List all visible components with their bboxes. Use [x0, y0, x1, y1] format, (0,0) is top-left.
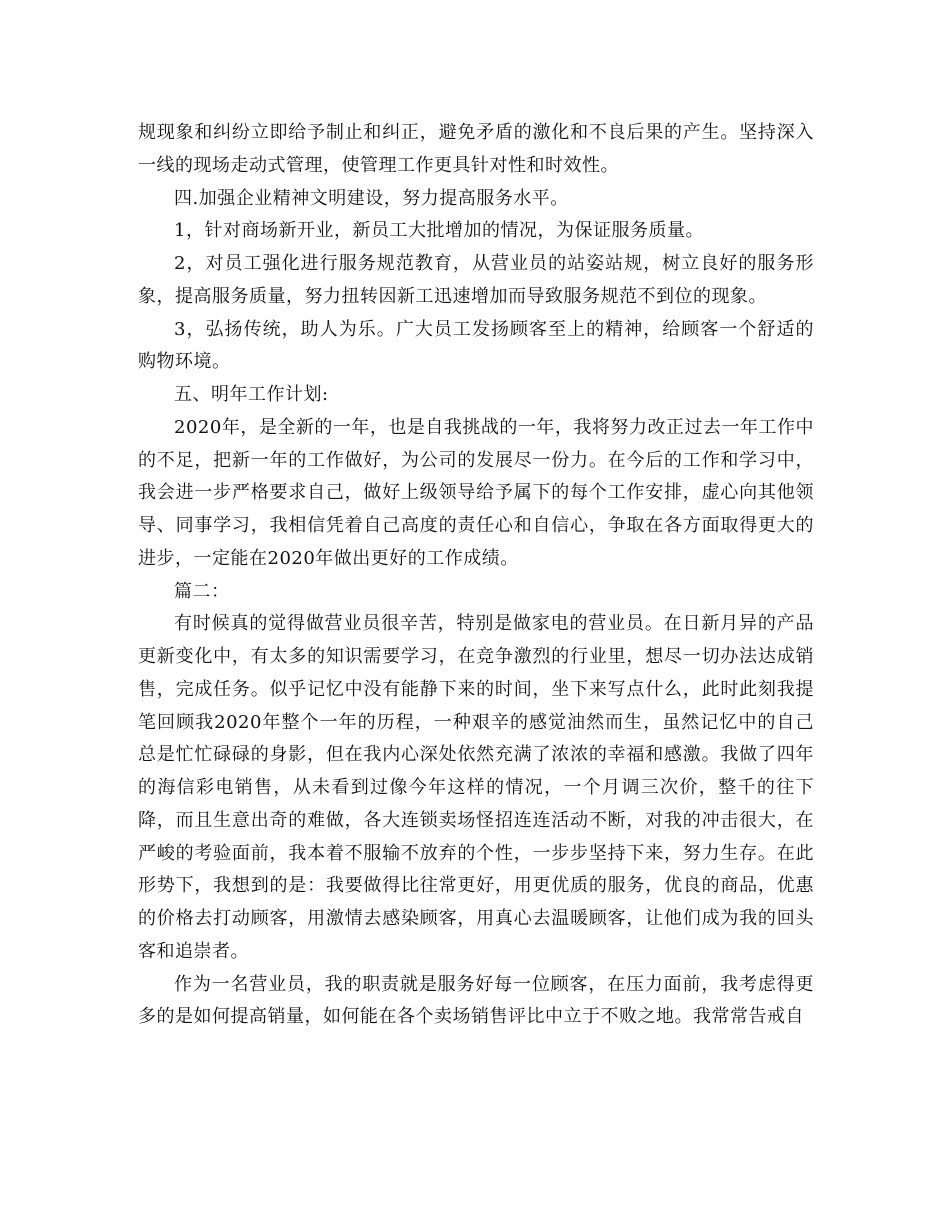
paragraph-duty: 作为一名营业员，我的职责就是服务好每一位顾客，在压力面前，我考虑得更多的是如何提高销量，如何能在各个卖场销售评比中立于不败之地。我常常告戒自 [138, 973, 814, 1028]
heading-part-two: 篇二： [174, 580, 230, 602]
heading-section-five: 五、明年工作计划: [174, 384, 329, 405]
list-item-two: 2，对员工强化进行服务规范教育，从营业员的站姿站规，树立良好的服务形象，提高服务质量，努力扭转因新工迅速增加而导致服务规范不到位的现象。 [138, 253, 814, 307]
paragraph-continuation: 规现象和纠纷立即给予制止和纠正，避免矛盾的激化和不良后果的产生。坚持深入一线的现场走动式管理，使管理工作更具针对性和时效性。 [138, 122, 814, 176]
list-item-three: 3，弘扬传统，助人为乐。广大员工发扬顾客至上的精神，给顾客一个舒适的购物环境。 [138, 318, 814, 373]
paragraph-plan: 2020年，是全新的一年，也是自我挑战的一年，我将努力改正过去一年工作中的不足，把新一年的工作做好，为公司的发展尽一份力。在今后的工作和学习中，我会进一步严格要求自己，做好上级领导给予属下的每个工作安排，虚心向其他领导、同事学习，我相信凭着自己高度的责任心和自信心，争取在各方面取得更大的进步，一定能在2020年做出更好的工作成绩。 [138, 416, 814, 569]
list-item-one: 1，针对商场新开业，新员工大批增加的情况，为保证服务质量。 [174, 220, 704, 242]
document-page [138, 117, 814, 1034]
heading-section-four: 四.加强企业精神文明建设，努力提高服务水平。 [174, 187, 569, 209]
paragraph-reflection: 有时候真的觉得做营业员很辛苦，特别是做家电的营业员。在日新月异的产品更新变化中，有太多的知识需要学习，在竞争激烈的行业里，想尽一切办法达成销售，完成任务。似乎记忆中没有能静下来的时间，坐下来写点什么，此时此刻我提笔回顾我2020年整个一年的历程，一种艰辛的感觉油然而生，虽然记忆中的自己总是忙忙碌碌的身影，但在我内心深处依然充满了浓浓的幸福和感激。我做了四年的海信彩电销售，从未看到过像今年这样的情况，一个月调三次价，整千的往下降，而且生意出奇的难做，各大连锁卖场怪招连连活动不断，对我的冲击很大，在严峻的考验面前，我本着不服输不放弃的个性，一步步坚持下来，努力生存。在此形势下，我想到的是：我要做得比往常更好，用更优质的服务，优良的商品，优惠的价格去打动顾客，用激情去感染顾客，用真心去温暖顾客，让他们成为我的回头客和追崇者。 [138, 613, 814, 962]
